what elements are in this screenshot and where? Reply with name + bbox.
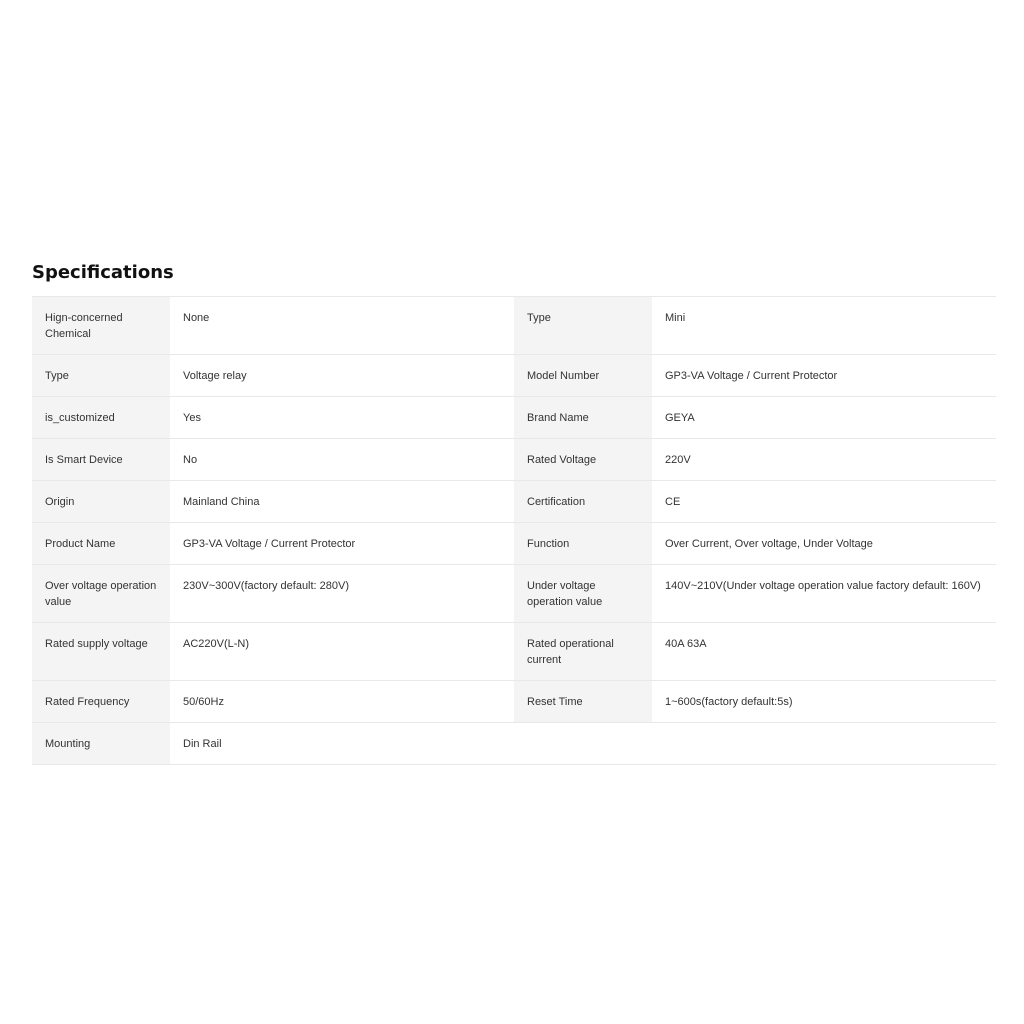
- spec-row: [32, 623, 996, 681]
- specifications-section: [32, 258, 996, 765]
- spec-label: Rated Frequency: [32, 681, 170, 722]
- spec-value: Mainland China: [183, 496, 260, 508]
- spec-label: Rated Voltage: [514, 439, 652, 480]
- spec-value: GP3-VA Voltage / Current Protector: [183, 538, 356, 550]
- spec-row: [32, 481, 996, 523]
- spec-value: Over Current, Over voltage, Under Voltage: [665, 538, 873, 550]
- spec-empty-cell: [514, 723, 652, 764]
- spec-label: Is Smart Device: [32, 439, 170, 480]
- spec-label: Function: [514, 523, 652, 564]
- section-title: Specifications: [32, 262, 174, 283]
- spec-label: Over voltage operation value: [32, 565, 170, 622]
- spec-row: [32, 297, 996, 355]
- spec-value: 140V~210V(Under voltage operation value factory default: 160V): [665, 580, 981, 592]
- spec-value: Mini: [665, 312, 686, 324]
- spec-value: Din Rail: [183, 738, 222, 750]
- spec-label: is_customized: [32, 397, 170, 438]
- spec-label: Origin: [32, 481, 170, 522]
- spec-table: [32, 296, 996, 765]
- spec-label: Reset Time: [514, 681, 652, 722]
- spec-value: 50/60Hz: [183, 696, 224, 708]
- spec-value: 1~600s(factory default:5s): [665, 696, 793, 708]
- spec-row: [32, 681, 996, 723]
- spec-row: [32, 565, 996, 623]
- spec-empty-cell: [652, 723, 996, 764]
- spec-label: Rated operational current: [514, 623, 652, 680]
- spec-row: [32, 439, 996, 481]
- spec-value: AC220V(L-N): [183, 638, 250, 650]
- spec-label: Type: [32, 355, 170, 396]
- spec-value: No: [183, 454, 198, 466]
- spec-value: 40A 63A: [665, 638, 707, 650]
- spec-label: Product Name: [32, 523, 170, 564]
- spec-label: Under voltage operation value: [514, 565, 652, 622]
- spec-value: Voltage relay: [183, 370, 247, 382]
- spec-value: CE: [665, 496, 681, 508]
- spec-value: GEYA: [665, 412, 695, 424]
- spec-label: Mounting: [32, 723, 170, 764]
- spec-row: [32, 723, 996, 765]
- spec-row: [32, 523, 996, 565]
- spec-row: [32, 355, 996, 397]
- spec-value: GP3-VA Voltage / Current Protector: [665, 370, 838, 382]
- spec-value: 220V: [665, 454, 691, 466]
- spec-value: Yes: [183, 412, 201, 424]
- spec-label: Type: [514, 297, 652, 354]
- spec-row: [32, 397, 996, 439]
- spec-label: Brand Name: [514, 397, 652, 438]
- spec-value: 230V~300V(factory default: 280V): [183, 580, 350, 592]
- spec-label: Model Number: [514, 355, 652, 396]
- spec-value: None: [183, 312, 210, 324]
- spec-label: Certification: [514, 481, 652, 522]
- spec-label: Hign-concerned Chemical: [32, 297, 170, 354]
- spec-label: Rated supply voltage: [32, 623, 170, 680]
